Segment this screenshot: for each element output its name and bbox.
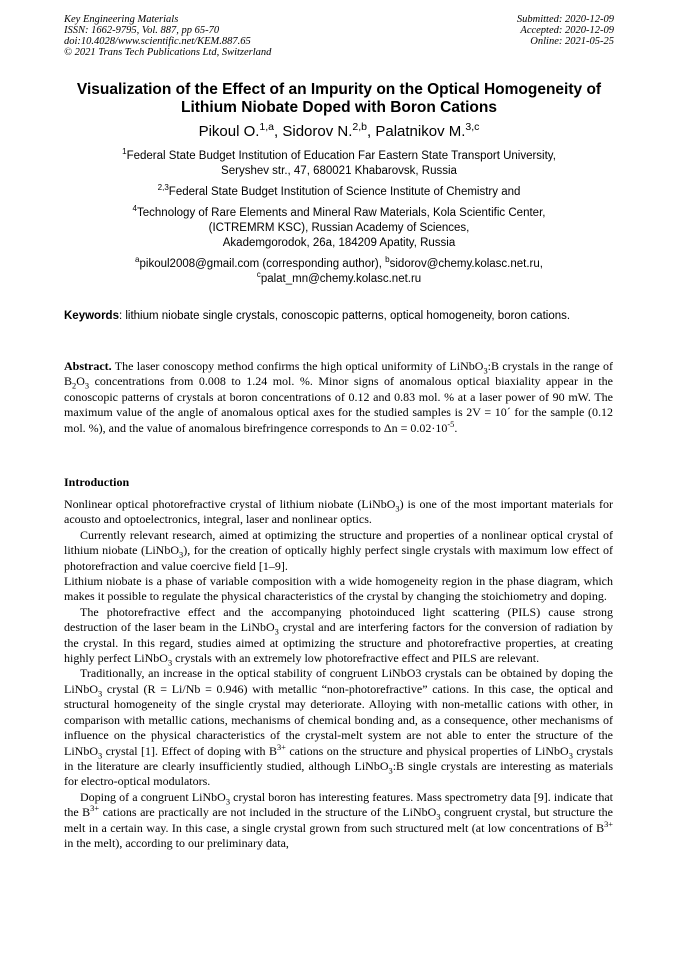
title-line-2: Lithium Niobate Doped with Boron Cations — [180, 99, 497, 116]
subscript: 3 — [84, 381, 90, 391]
keywords — [64, 308, 613, 324]
superscript: 3+ — [604, 819, 613, 829]
subscript: 3 — [98, 689, 103, 699]
text: crystals with an extremely low photorefractive effect and PILS are relevant. — [172, 651, 540, 666]
author-affil-marker: 3,c — [465, 121, 480, 133]
subscript: 3 — [436, 812, 441, 822]
subscript: 3 — [274, 627, 279, 637]
superscript: -5 — [447, 419, 455, 429]
affil-text: Federal State Budget Institution of Education Far Eastern State Transport University, — [126, 150, 556, 162]
author-name: Pikoul O. — [198, 123, 260, 140]
subscript: 3 — [167, 658, 173, 668]
author-affil-marker: 2,b — [352, 121, 368, 133]
text: Traditionally, an increase in the optical stability of congruent LiNbO3 crystals can be obtained by doping the LiNbO — [64, 666, 613, 696]
abstract — [64, 359, 613, 436]
submitted-date: Submitted: 2020-12-09 — [516, 14, 614, 25]
subscript: 3 — [388, 766, 393, 776]
abstract-text: :B crystals in the range of B — [64, 359, 613, 389]
text: crystal and are interfering factors for the conversion of radiation by the crystal. In this regard, studies aimed at optimizing the structure and photorefractive properties, at creating highly perfect LiNbO — [64, 620, 614, 666]
affil-text: Seryshev str., 47, 680021 Khabarovsk, Russia — [221, 165, 457, 177]
affiliation-2-3 — [60, 185, 618, 200]
text: congruent crystal, but structure the melt in a certain way. In this case, a single crystal grown from such structured melt (at low concentrations of B — [64, 805, 613, 835]
text: in the melt), according to our preliminary data, — [64, 835, 289, 850]
superscript: 3+ — [276, 742, 286, 752]
subscript: 3 — [179, 550, 184, 560]
affil-text: Akademgorodok, 26a, 184209 Apatity, Russia — [222, 237, 456, 249]
title-line-1: Visualization of the Effect of an Impurity on the Optical Homogeneity of — [76, 81, 602, 98]
text: crystal (R = Li/Nb = 0.946) with metallic “non-photorefractive” cations. In this case, the optical and structural homogeneity of the single crystal may deteriorate. Alloying with non-metallic cations with other, in comparison with metallic cations, mechanisms of chemical bonding and, as a consequence, other mechanisms of influence on the physical characteristics of the crystal-melt system are not able to enter the structure of the LiNbO — [64, 681, 613, 758]
affiliation-1 — [60, 149, 618, 179]
text: :B single crystals are interesting as materials for electro-optical modulators. — [64, 758, 614, 789]
affil-text: Technology of Rare Elements and Mineral Raw Materials, Kola Scientific Center, — [137, 207, 546, 219]
text: cations are practically are not included in the structure of the LiNbO — [99, 805, 437, 820]
affiliation-4 — [60, 206, 618, 251]
text: The photorefractive effect and the accompanying photoinduced light scattering (PILS) cause strong destruction of the laser beam in the LiNbO — [64, 604, 613, 635]
superscript: 3+ — [90, 804, 100, 814]
email-marker: c — [256, 270, 261, 280]
affil-marker: 2,3 — [157, 183, 169, 193]
subscript: 3 — [225, 797, 231, 807]
abstract-text: O — [76, 374, 85, 389]
text: crystal [1]. Effect of doping with B — [102, 743, 277, 758]
abstract-text: concentrations from 0.008 to 1.24 mol. %. Minor signs of anomalous optical biaxiality appear in the conoscopic patterns of crystals at boron concentrations of 0.12 and 0.83 mol. % at a laser power of 90 mW. The maximum value of the angle of anomalous optical axes for the studied samples is 2V = 10´ for the sample (0.12 mol. %), and the value of anomalous birefringence corresponds to Δn = 0.02·10 — [64, 374, 613, 435]
subscript: 3 — [483, 366, 488, 376]
text: Currently relevant research, aimed at optimizing the structure and properties of a nonlinear optical crystal of lithium niobate (LiNbO — [64, 527, 613, 558]
affil-marker: 4 — [132, 204, 138, 214]
doi-line: doi:10.4028/www.scientific.net/KEM.887.65 — [64, 36, 251, 47]
affil-text: (ICTREMRM KSC), Russian Academy of Sciences, — [208, 222, 470, 234]
text: Nonlinear optical photorefractive crystal of lithium niobate (LiNbO — [64, 497, 396, 511]
author-affil-marker: 1,a — [259, 121, 275, 133]
dates-header — [517, 14, 614, 47]
abstract-text: The laser conoscopy method confirms the high optical uniformity of LiNbO — [111, 359, 484, 373]
author-name: Palatnikov M. — [375, 123, 466, 140]
email-marker: b — [385, 255, 390, 265]
affil-text: Federal State Budget Institution of Science Institute of Chemistry and — [168, 186, 521, 198]
email-marker: a — [135, 255, 140, 265]
affil-marker: 1 — [122, 147, 127, 157]
section-heading-introduction: Introduction — [64, 475, 130, 489]
journal-name: Key Engineering Materials — [64, 14, 179, 25]
abstract-label: Abstract. — [64, 359, 112, 373]
paragraph — [64, 666, 613, 789]
text: cations on the structure and physical properties of LiNbO — [285, 743, 569, 758]
text: crystal boron has interesting features. Mass spectrometry data [9]. indicate that the B — [64, 789, 613, 820]
introduction-body — [64, 497, 613, 851]
paragraph — [64, 574, 613, 605]
keywords-text: : lithium niobate single crystals, conoscopic patterns, optical homogeneity, boron cations. — [118, 310, 571, 322]
subscript: 2 — [72, 381, 77, 391]
issn-line: ISSN: 1662-9795, Vol. 887, pp 65-70 — [64, 25, 220, 36]
paragraph — [64, 790, 613, 852]
subscript: 3 — [395, 504, 400, 514]
email-a: pikoul2008@gmail.com (corresponding author), — [139, 258, 386, 270]
text: Lithium niobate is a phase of variable composition with a wide homogeneity region in the phase diagram, which makes it possible to regulate the physical characteristics of the crystal by changing the stoichiometry and doping. — [64, 574, 613, 604]
paragraph — [64, 528, 613, 574]
email-list — [60, 257, 618, 287]
copyright-line: © 2021 Trans Tech Publications Ltd, Switzerland — [64, 47, 272, 58]
text: ), for the creation of optically highly perfect single crystals with maximum low effect of photorefraction and value coercive field [1–9]. — [64, 543, 614, 573]
author-list: Pikoul O.$^{1,a}$, Sidorov N.$^{2,b}$, Palatnikov M.$^{3,c}$ — [198, 121, 480, 140]
paragraph — [64, 605, 613, 667]
journal-header — [64, 14, 271, 58]
paragraph — [64, 497, 613, 528]
accepted-date: Accepted: 2020-12-09 — [520, 25, 614, 36]
text: crystals in the literature are clearly insufficiently studied, although LiNbO — [64, 743, 613, 773]
online-date: Online: 2021-05-25 — [530, 36, 614, 47]
text: Doping of a congruent LiNbO — [80, 789, 226, 804]
author-name: Sidorov N. — [282, 123, 353, 140]
subscript: 3 — [98, 750, 103, 760]
text: ) is one of the most important materials for acousto and optoelectronics, integral, laser and nonlinear optics. — [64, 497, 614, 527]
subscript: 3 — [568, 750, 573, 760]
paper-title — [50, 81, 628, 117]
email-c: palat_mn@chemy.kolasc.net.ru — [260, 273, 422, 285]
email-b: sidorov@chemy.kolasc.net.ru, — [389, 258, 543, 270]
abstract-text: . — [454, 420, 458, 435]
keywords-label: Keywords — [64, 310, 119, 322]
